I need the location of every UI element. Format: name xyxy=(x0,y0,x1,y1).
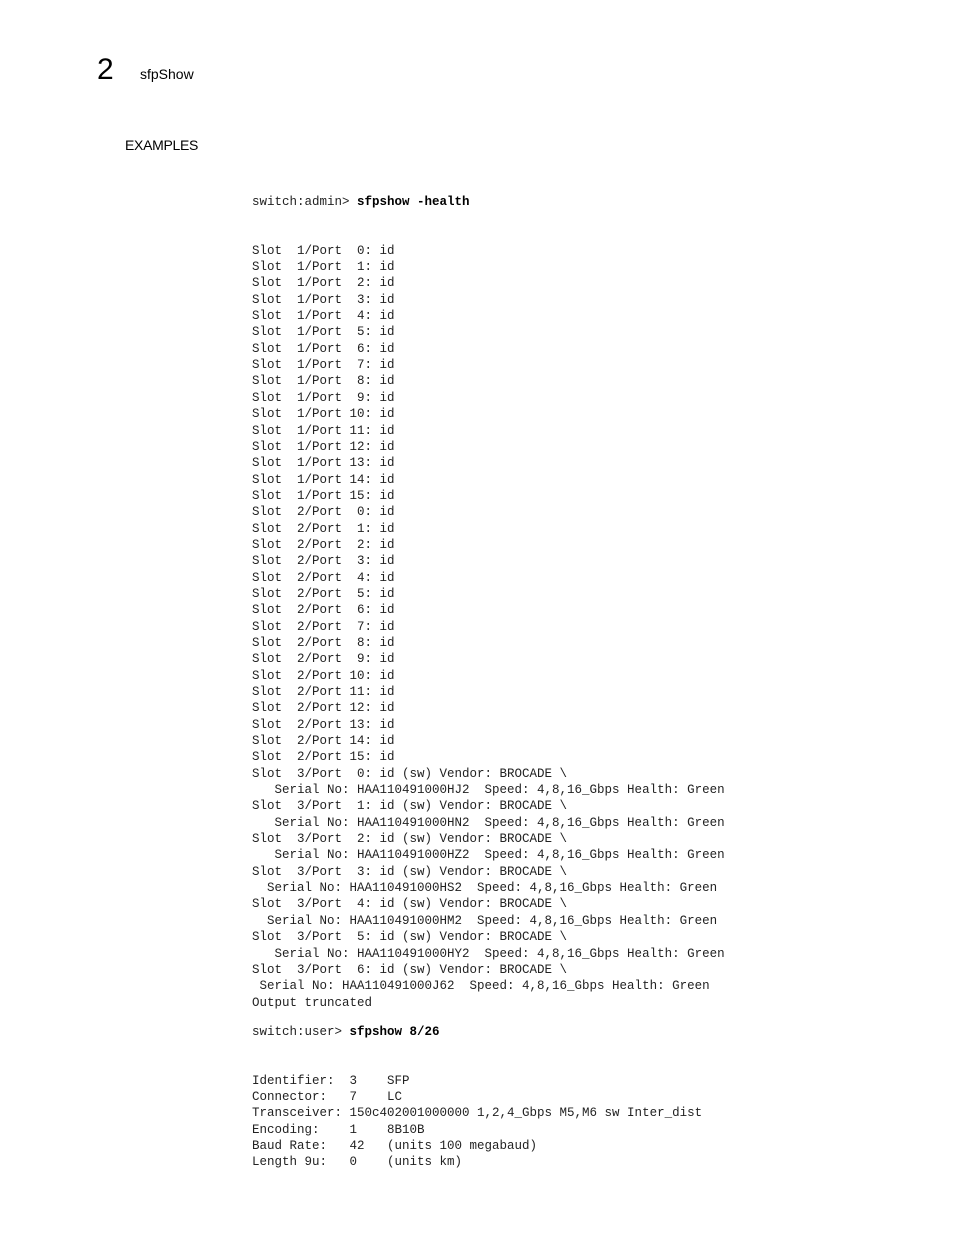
output-line: Slot 1/Port 8: id xyxy=(252,374,395,389)
output-line: Slot 3/Port 6: id (sw) Vendor: BROCADE \ xyxy=(252,962,568,977)
output-line: Slot 1/Port 0: id xyxy=(252,243,395,258)
output-line: Output truncated xyxy=(252,995,373,1010)
output-line: Slot 2/Port 8: id xyxy=(252,635,395,650)
output-line: Slot 3/Port 4: id (sw) Vendor: BROCADE \ xyxy=(252,897,568,912)
chapter-number: 2 xyxy=(97,53,114,86)
output-line: Slot 2/Port 12: id xyxy=(252,701,395,716)
output-line: Slot 1/Port 12: id xyxy=(252,439,395,454)
command-line xyxy=(252,1024,702,1040)
output-line: Transceiver: 150c402001000000 1,2,4_Gbps M5,M6 sw Inter_dist xyxy=(252,1106,703,1121)
output-line: Slot 2/Port 10: id xyxy=(252,668,395,683)
output-line: Slot 1/Port 3: id xyxy=(252,292,395,307)
output-line: Slot 2/Port 11: id xyxy=(252,685,395,699)
output-line: Encoding: 1 8B10B xyxy=(252,1122,425,1137)
output-lines xyxy=(252,1073,702,1171)
output-line: Length 9u: 0 (units km) xyxy=(252,1155,463,1170)
code-example-health xyxy=(252,161,725,1044)
output-line: Slot 1/Port 13: id xyxy=(252,456,395,471)
output-line: Slot 1/Port 10: id xyxy=(252,407,395,422)
output-line: Slot 1/Port 5: id xyxy=(252,325,395,340)
output-line: Slot 3/Port 0: id (sw) Vendor: BROCADE \ xyxy=(252,766,568,781)
output-line: Serial No: HAA110491000HN2 Speed: 4,8,16_Gbps Health: Green xyxy=(252,815,725,830)
output-line: Serial No: HAA110491000HS2 Speed: 4,8,16_Gbps Health: Green xyxy=(252,881,718,896)
command-line xyxy=(252,194,725,210)
section-heading: EXAMPLES xyxy=(125,137,199,153)
output-line: Slot 2/Port 3: id xyxy=(252,554,395,569)
output-line: Slot 3/Port 5: id (sw) Vendor: BROCADE \ xyxy=(252,930,568,945)
output-line: Slot 2/Port 9: id xyxy=(252,652,395,667)
output-lines xyxy=(252,243,725,1011)
command-prompt: switch:admin> xyxy=(252,194,358,209)
output-line: Slot 2/Port 1: id xyxy=(252,521,395,536)
output-line: Slot 1/Port 9: id xyxy=(252,390,395,405)
output-line: Serial No: HAA110491000HY2 Speed: 4,8,16_Gbps Health: Green xyxy=(252,946,725,961)
output-line: Slot 1/Port 6: id xyxy=(252,341,395,356)
code-example-port xyxy=(252,991,702,1203)
output-line: Slot 1/Port 14: id xyxy=(252,472,395,487)
output-line: Slot 2/Port 15: id xyxy=(252,750,395,765)
output-line: Slot 1/Port 11: id xyxy=(252,423,395,438)
output-line: Slot 3/Port 1: id (sw) Vendor: BROCADE \ xyxy=(252,799,568,814)
output-line: Slot 2/Port 7: id xyxy=(252,619,395,634)
command-text: sfpshow 8/26 xyxy=(349,1024,440,1039)
output-line: Identifier: 3 SFP xyxy=(252,1073,410,1088)
output-line: Connector: 7 LC xyxy=(252,1090,403,1105)
output-line: Serial No: HAA110491000HM2 Speed: 4,8,16_Gbps Health: Green xyxy=(252,913,718,928)
output-line: Slot 1/Port 15: id xyxy=(252,488,395,503)
output-line: Slot 1/Port 7: id xyxy=(252,358,395,373)
output-line: Serial No: HAA110491000HJ2 Speed: 4,8,16_Gbps Health: Green xyxy=(252,783,725,798)
output-line: Slot 1/Port 1: id xyxy=(252,260,395,275)
output-line: Slot 2/Port 6: id xyxy=(252,603,395,618)
output-line: Slot 2/Port 0: id xyxy=(252,505,395,520)
command-prompt: switch:user> xyxy=(252,1024,350,1039)
output-line: Slot 3/Port 2: id (sw) Vendor: BROCADE \ xyxy=(252,832,568,847)
output-line: Slot 2/Port 2: id xyxy=(252,537,395,552)
running-title: sfpShow xyxy=(140,66,194,82)
output-line: Slot 1/Port 2: id xyxy=(252,276,395,291)
output-line: Slot 2/Port 14: id xyxy=(252,734,395,749)
output-line: Serial No: HAA110491000HZ2 Speed: 4,8,16_Gbps Health: Green xyxy=(252,848,725,863)
output-line: Serial No: HAA110491000J62 Speed: 4,8,16_Gbps Health: Green xyxy=(252,979,710,994)
output-line: Slot 1/Port 4: id xyxy=(252,309,395,324)
command-text: sfpshow -health xyxy=(357,194,470,209)
output-line: Slot 2/Port 4: id xyxy=(252,570,395,585)
output-line: Slot 2/Port 13: id xyxy=(252,717,395,732)
output-line: Slot 3/Port 3: id (sw) Vendor: BROCADE \ xyxy=(252,864,568,879)
output-line: Slot 2/Port 5: id xyxy=(252,586,395,601)
output-line: Baud Rate: 42 (units 100 megabaud) xyxy=(252,1139,538,1154)
